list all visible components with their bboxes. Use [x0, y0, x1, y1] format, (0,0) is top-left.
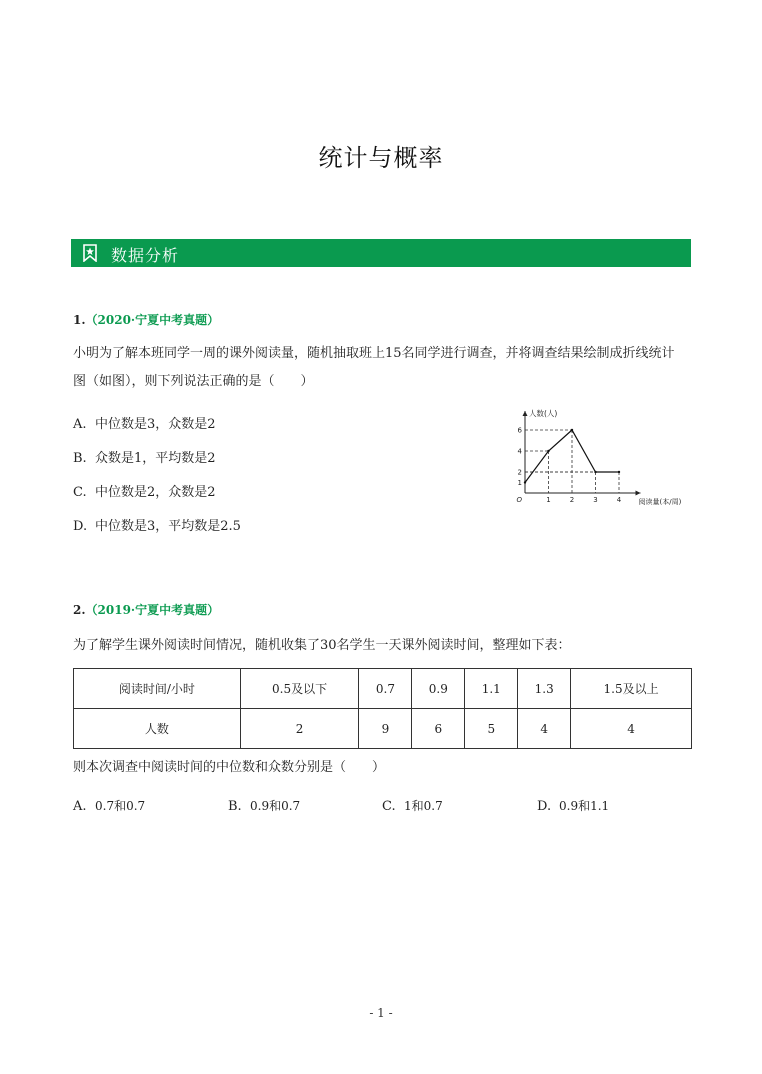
option-text: 0.9和1.1	[559, 799, 610, 813]
y-tick-label: 4	[517, 447, 522, 456]
option-key: D.	[537, 799, 552, 814]
q2-number: 2.	[73, 603, 86, 617]
table-header-cell: 1.3	[518, 669, 571, 709]
bookmark-star-icon	[82, 244, 98, 262]
origin-label: O	[516, 496, 522, 504]
table-header-cell: 1.5及以上	[571, 669, 692, 709]
table-header-cell: 0.5及以下	[240, 669, 359, 709]
table-cell: 5	[465, 709, 518, 749]
section-title: 数据分析	[111, 246, 180, 265]
q1-header	[73, 311, 219, 328]
table-cell: 9	[359, 709, 412, 749]
option-key: B.	[228, 799, 242, 814]
x-tick-label: 2	[569, 496, 575, 504]
table-cell: 4	[571, 709, 692, 749]
table-header-cell: 1.1	[465, 669, 518, 709]
option-text: 众数是1，平均数是2	[95, 451, 216, 466]
data-point	[524, 481, 526, 483]
option-text: 0.9和0.7	[250, 799, 301, 813]
option-key: B.	[73, 451, 87, 466]
table-cell: 人数	[74, 709, 241, 749]
option-text: 中位数是3，众数是2	[95, 417, 216, 432]
table-header-cell: 0.9	[412, 669, 465, 709]
q1-text-line2: 图（如图），则下列说法正确的是（ ）	[73, 374, 314, 389]
data-point	[594, 471, 596, 473]
table-cell: 4	[518, 709, 571, 749]
y-tick-label: 6	[517, 426, 522, 435]
x-tick-label: 3	[593, 496, 598, 504]
option-key: C.	[73, 485, 87, 500]
table-cell: 6	[412, 709, 465, 749]
option-text: 1和0.7	[404, 799, 443, 813]
y-axis-arrow	[523, 411, 528, 416]
option-text: 中位数是3，平均数是2.5	[95, 519, 241, 534]
q1-number: 1.	[73, 313, 86, 327]
option-key: A.	[73, 417, 87, 432]
q2-option-b[interactable]	[228, 797, 300, 814]
page-title: 统计与概率	[318, 144, 444, 172]
data-point	[618, 471, 620, 473]
q2-question: 则本次调查中阅读时间的中位数和众数分别是（ ）	[73, 760, 386, 775]
section-banner	[71, 239, 691, 267]
table-cell: 2	[240, 709, 359, 749]
q1-option-d[interactable]	[73, 515, 241, 534]
q1-option-b[interactable]	[73, 447, 216, 466]
q2-intro: 为了解学生课外阅读时间情况，随机收集了30名学生一天课外阅读时间，整理如下表：	[73, 638, 571, 653]
x-tick-label: 4	[616, 496, 622, 504]
q2-option-c[interactable]	[382, 797, 443, 814]
y-axis-label: 人数(人)	[529, 409, 558, 418]
y-tick-label: 2	[517, 468, 522, 477]
option-key: A.	[73, 799, 87, 814]
reading-time-table	[73, 668, 692, 749]
table-row	[74, 709, 692, 749]
q1-text	[73, 342, 693, 394]
y-tick-label: 1	[517, 479, 522, 487]
option-text: 0.7和0.7	[95, 799, 146, 813]
table-row	[74, 669, 692, 709]
x-tick-label: 1	[546, 496, 551, 504]
option-key: D.	[73, 519, 88, 534]
page-number: - 1 -	[369, 1006, 393, 1020]
data-point	[571, 429, 573, 431]
q2-source: （2019·宁夏中考真题）	[85, 603, 220, 617]
data-point	[547, 450, 549, 452]
option-key: C.	[382, 799, 396, 814]
table-header-cell: 0.7	[359, 669, 412, 709]
reading-line-chart	[505, 405, 690, 510]
q2-header	[73, 601, 219, 618]
option-text: 中位数是2，众数是2	[95, 485, 216, 500]
x-axis-arrow	[636, 491, 641, 496]
table-header-cell: 阅读时间/小时	[74, 669, 241, 709]
x-axis-label: 阅读量(本/周)	[638, 498, 682, 506]
q1-text-line1: 小明为了解本班同学一周的课外阅读量，随机抽取班上15名同学进行调查，并将调查结果绘制成折线统计	[73, 346, 675, 361]
q1-option-c[interactable]	[73, 481, 216, 500]
q1-option-a[interactable]	[73, 413, 216, 432]
q1-source: （2020·宁夏中考真题）	[85, 313, 220, 327]
q2-option-d[interactable]	[537, 797, 609, 814]
q2-option-a[interactable]	[73, 797, 145, 814]
